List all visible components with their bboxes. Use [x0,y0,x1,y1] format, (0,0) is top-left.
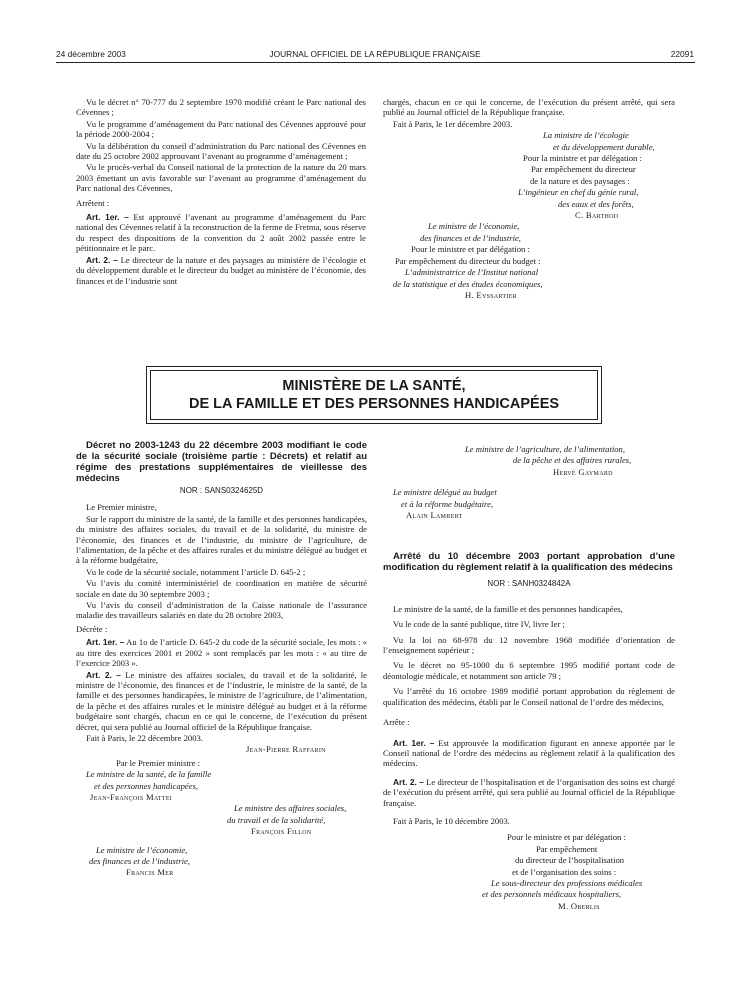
premier-ministre: Le Premier ministre, [86,502,157,513]
visa: Vu le programme d’aménagement du Parc national des Cévennes approuvé pour la période 2000-2004 ; [76,118,366,140]
article-text: Est approuvé l’avenant au programme d’aménagement du Parc national des Cévennes relatif à la reconstruction de la ferme de Fretma, sous réserve du respect des dispositions de la convention du 2 août 2002 passée entre le pétitionnaire et le parc. [76,212,366,254]
signature-delegation: Pour le ministre et par délégation : [507,832,626,843]
signature-title: Le sous-directeur des professions médicales [491,877,643,888]
article-text: Est approuvée la modification figurant en annexe apportée par le Conseil national de l’ordre des médecins au règlement relatif à la qualification des médecins. [383,737,675,769]
signature-title: L’ingénieur en chef du génie rural, [518,187,639,198]
signature-delegation: Pour la ministre et par délégation : [523,153,642,164]
visa: Vu le procès-verbal du Conseil national de la protection de la nature du 20 mars 2003 émettant un avis favorable sur l’avenant au programme d’aménagement du Parc national des Cévennes, [76,162,366,194]
signature-title: des finances et de l’industrie, [89,856,190,866]
header-page-number: 22091 [670,49,694,59]
decret-column [76,440,367,879]
fait-a-paris: Fait à Paris, le 22 décembre 2003. [86,732,203,743]
arretent-heading: Arrêtent : [76,197,110,208]
header-rule [56,62,695,63]
visa: Vu la délibération du conseil d’administration du Parc national des Cévennes en date du 25 octobre 2002 approuvant l’avenant au programme d’aménagement ; [76,140,366,162]
signature-delegation: et de l’organisation des soins : [512,866,617,877]
article-label: Art. 2. – [393,776,424,787]
top-left-column [76,97,366,287]
article-label: Art. 1er. – [393,737,435,748]
visa: Vu le code de la santé publique, titre IV, livre Ier ; [393,619,565,630]
article-text: Le ministre des affaires sociales, du travail et de la solidarité, le ministre de l’économie, des finances et de l’industrie, le ministre de la santé, de la famille et des personnes handicapées, le ministre de l’agriculture, de l’alimentation, de la pêche et des affaires rurales et le ministre délégué au budget et à la réforme budgétaire sont chargés, chacun en ce qui le concerne, de l’exécution du présent décret, qui sera publié au Journal officiel de la République française. [76,669,367,732]
article-label: Art. 2. – [86,254,118,265]
article-2 [383,777,675,808]
signatory-name: Jean-François Mattei [90,791,173,802]
signature-title: Le ministre de l’agriculture, de l’alimentation, [465,444,625,454]
fait-a-paris: Fait à Paris, le 10 décembre 2003. [393,815,510,826]
signature-title: de la statistique et des études économiques, [393,278,543,289]
article-label: Art. 1er. – [86,212,129,223]
ministry-heading-line: DE LA FAMILLE ET DES PERSONNES HANDICAPÉES [188,396,560,412]
decret-title: Décret no 2003-1243 du 22 décembre 2003 modifiant le code de la sécurité sociale (troisième partie : Décrets) et relatif au régime des prestations supplémentaires de vieillesse des médecins [76,440,367,484]
nor-reference: NOR : SANS0324625D [179,486,264,495]
header-date: 24 décembre 2003 [56,49,126,59]
signatory-name: H. Eyssartier [465,289,517,300]
article-text: Le directeur de la nature et des paysages au ministère de l’écologie et du développement durable et le directeur du budget au ministère de l’économie, des finances et de l’industrie sont [76,254,366,286]
signature-title: et des personnes handicapées, [94,780,199,791]
signature-title: des eaux et des forêts, [558,198,634,209]
signatory-name: François Fillon [251,826,312,837]
signature-delegation: Pour le ministre et par délégation : [411,244,530,255]
visa: Vu le décret no 95-1000 du 6 septembre 1995 modifié portant code de déontologie médicale, et notamment son article 79 ; [383,660,675,681]
signature-title: du travail et de la solidarité, [227,814,326,825]
signature-title: de la pêche et des affaires rurales, [513,455,632,466]
ministry-heading-line: MINISTÈRE DE LA SANTÉ, [282,378,466,394]
article-text: Le directeur de l’hospitalisation et de l’organisation des soins est chargé de l’exécution du présent arrêté, qui sera publié au Journal officiel de la République française. [383,776,675,808]
article-label: Art. 2. – [86,669,121,680]
signatory-name: C. Barthod [575,210,619,221]
signature-title: et des personnels médicaux hospitaliers, [482,889,622,900]
signatory-name: Alain Lambert [406,510,463,521]
continuation-text: chargés, chacun en ce qui le concerne, de l’exécution du présent arrêté, qui sera publié au Journal officiel de la République française. [383,97,675,118]
top-right-column [383,97,675,301]
visa: Vu la loi no 68-978 du 12 novembre 1968 modifiée d’orientation de l’enseignement supérieur ; [383,634,675,656]
article-1 [76,212,366,254]
signature-delegation: du directeur de l’hospitalisation [515,855,625,866]
right-column [383,444,675,912]
signature-delegation: Par le Premier ministre : [116,757,201,768]
signatory-name: Jean-Pierre Raffarin [246,744,326,755]
signature-delegation: Par empêchement [536,843,598,854]
signature-title: et du développement durable, [553,141,655,152]
signatory-name: M. Oberlis [558,900,600,911]
signature-title: Le ministre de la santé, de la famille [86,769,212,780]
fait-a-paris: Fait à Paris, le 1er décembre 2003. [393,118,513,129]
article-text: Au 1o de l’article D. 645-2 du code de la sécurité sociale, les mots : « au titre des exercices 2001 et 2002 » sont remplacés par les mots : « au titre de l’exercice 2003 ». [76,637,367,669]
signature-title: et à la réforme budgétaire, [401,498,494,509]
visa: Sur le rapport du ministre de la santé, de la famille et des personnes handicapées, du ministre des affaires sociales, du travail et de la solidarité, du ministre de l’économie, des finances et de l’industrie, du ministre de l’agriculture, de l’alimentation, de la pêche et des affaires rurales et du ministre délégué au budget et à la réforme budgétaire, [76,513,367,566]
article-2 [76,670,367,732]
signature-title: Le ministre délégué au budget [393,487,497,498]
signature-delegation: de la nature et des paysages : [530,175,630,186]
visa: Vu l’avis du conseil d’administration de la Caisse nationale de l’assurance maladie des travailleurs salariés en date du 28 octobre 2003, [76,600,367,621]
article-1 [76,637,367,668]
signature-title: Le ministre des affaires sociales, [234,803,347,814]
article-2 [76,255,366,286]
decrete-heading: Décrète : [76,623,108,634]
signature-title: Le ministre de l’économie, [96,844,188,855]
header-title: JOURNAL OFFICIEL DE LA RÉPUBLIQUE FRANÇAISE [269,49,481,59]
article-1 [383,738,675,769]
signatory-name: Hervé Gaymard [553,466,613,477]
signature-title: des finances et de l’industrie, [420,232,521,243]
signature-title: Le ministre de l’économie, [428,221,520,232]
visa: Vu le décret n° 70-777 du 2 septembre 1970 modifié créant le Parc national des Cévennes ; [76,97,366,118]
ministry-heading-box [150,370,598,420]
signature-delegation: Par empêchement du directeur du budget : [395,255,541,266]
signature-title: La ministre de l’écologie [543,130,629,141]
arrete-heading: Arrête : [383,717,410,728]
arrete-title: Arrêté du 10 décembre 2003 portant approbation d’une modification du règlement relatif à la qualification des médecins [383,551,675,574]
nor-reference: NOR : SANH0324842A [487,579,571,589]
visa: Vu l’avis du comité interministériel de coordination en matière de sécurité sociale en date du 30 septembre 2003 ; [76,578,367,599]
minister-line: Le ministre de la santé, de la famille et des personnes handicapées, [393,603,623,614]
signatory-name: Francis Mer [126,867,174,878]
article-label: Art. 1er. – [86,637,125,648]
visa: Vu l’arrêté du 16 octobre 1989 modifié portant approbation du règlement de qualification des médecins, établi par le Conseil national de l’ordre des médecins, [383,686,675,707]
signature-title: L’administratrice de l’Institut national [405,267,539,278]
visa: Vu le code de la sécurité sociale, notamment l’article D. 645-2 ; [86,566,306,577]
signature-delegation: Par empêchement du directeur [531,164,636,175]
